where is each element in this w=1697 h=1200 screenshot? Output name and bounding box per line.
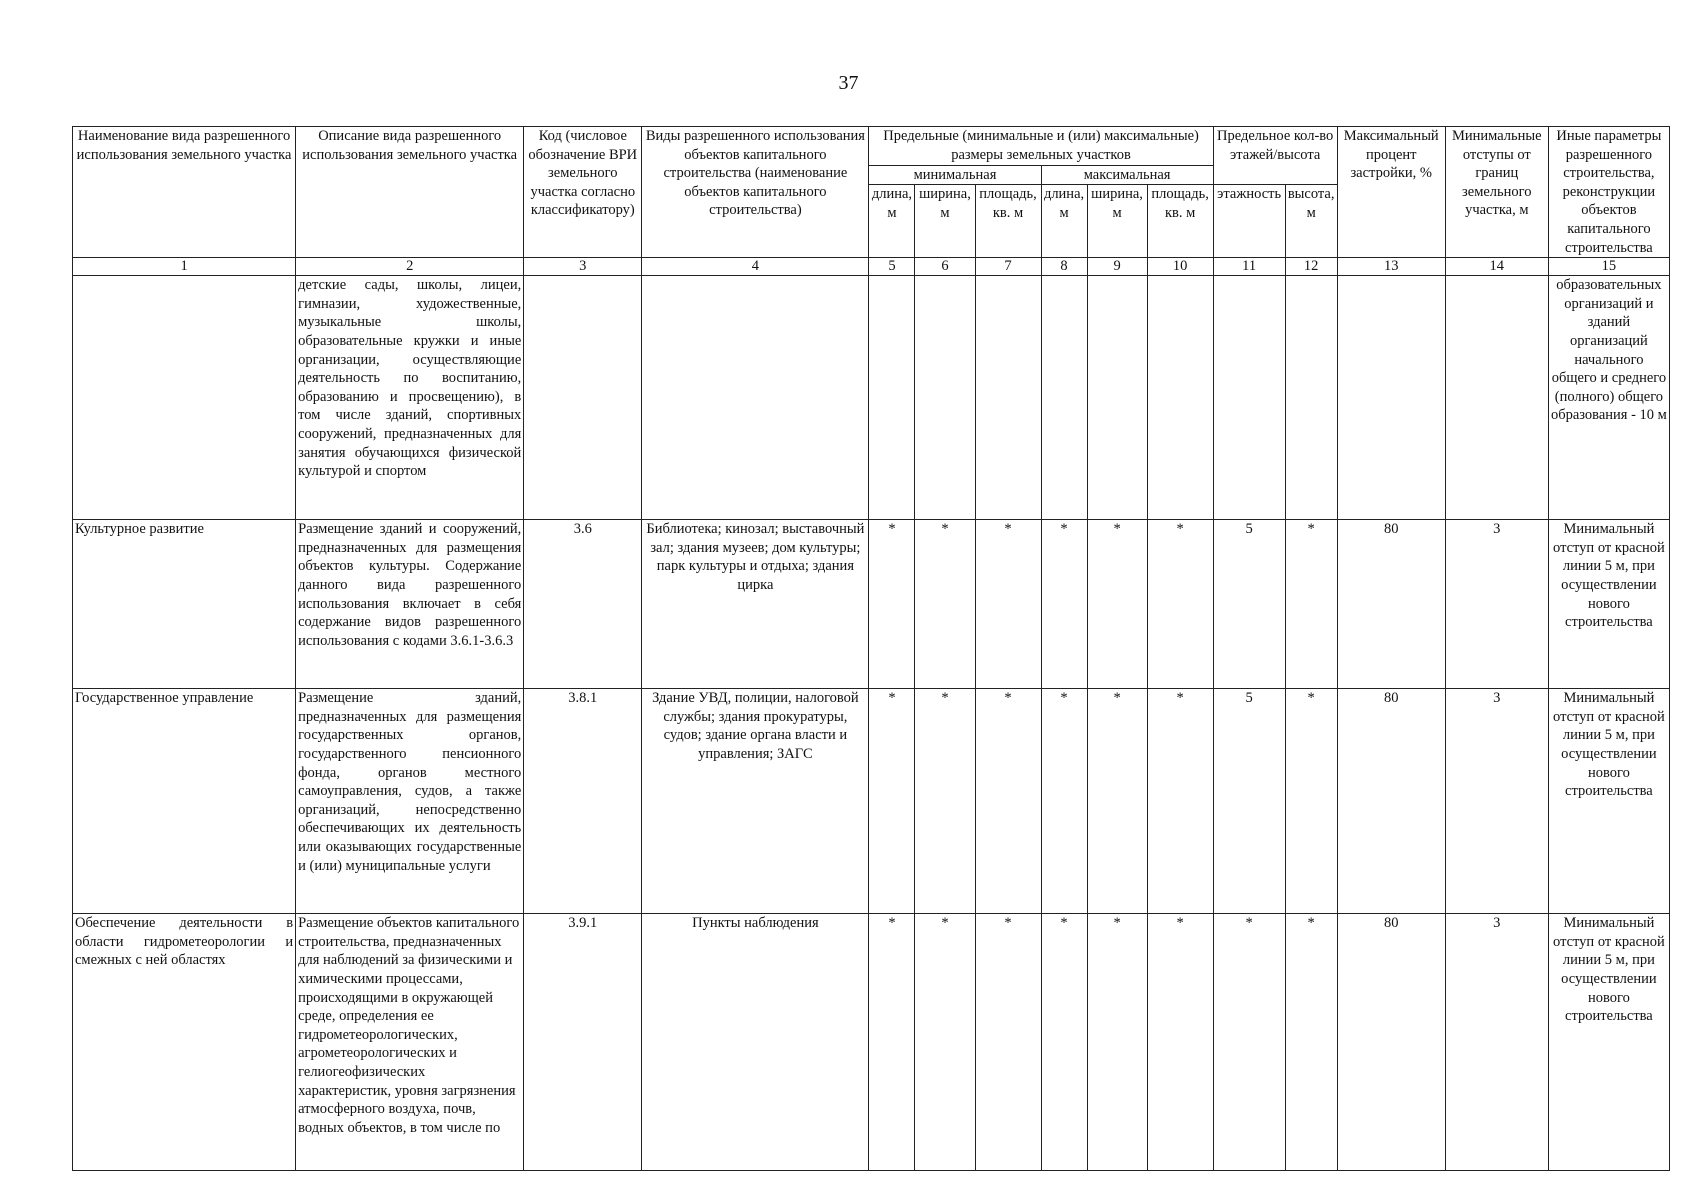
row-max-width xyxy=(1087,276,1147,520)
row-code: 3.9.1 xyxy=(524,914,642,1171)
col-number: 14 xyxy=(1445,258,1548,276)
col-number: 1 xyxy=(73,258,296,276)
row-max-coverage xyxy=(1337,276,1445,520)
row-max-length xyxy=(1041,276,1087,520)
header-max-width: ширина, м xyxy=(1087,185,1147,258)
col-number: 8 xyxy=(1041,258,1087,276)
header-max-length: длина, м xyxy=(1041,185,1087,258)
row-floors: 5 xyxy=(1213,689,1285,914)
land-use-regulations-table xyxy=(72,126,1670,1171)
row-type-name: Обеспечение деятельности в области гидрометеорологии и смежных с ней областях xyxy=(73,914,296,1171)
header-plot-sizes: Предельные (минимальные и (или) максимальные) размеры земельных участков xyxy=(869,127,1213,166)
row-max-length: * xyxy=(1041,689,1087,914)
column-numbers-row xyxy=(73,258,1670,276)
table-row xyxy=(73,276,1670,520)
row-type-name xyxy=(73,276,296,520)
header-type-name: Наименование вида разрешенного использования земельного участка xyxy=(73,127,296,258)
row-other-params: образовательных организаций и зданий организаций начального общего и среднего (полного) общего образования - 10 м xyxy=(1548,276,1669,520)
row-max-width: * xyxy=(1087,689,1147,914)
row-objects xyxy=(642,276,869,520)
row-code: 3.6 xyxy=(524,520,642,689)
row-type-name: Культурное развитие xyxy=(73,520,296,689)
row-code: 3.8.1 xyxy=(524,689,642,914)
row-min-setback: 3 xyxy=(1445,914,1548,1171)
row-min-width: * xyxy=(915,520,975,689)
row-max-length: * xyxy=(1041,520,1087,689)
header-objects: Виды разрешенного использования объектов капитального строительства (наименование объектов капитального строительства) xyxy=(642,127,869,258)
row-other-params: Минимальный отступ от красной линии 5 м, при осуществлении нового строительства xyxy=(1548,914,1669,1171)
row-max-coverage: 80 xyxy=(1337,914,1445,1171)
row-height: * xyxy=(1285,689,1337,914)
row-max-width: * xyxy=(1087,520,1147,689)
row-floors: 5 xyxy=(1213,520,1285,689)
row-max-coverage: 80 xyxy=(1337,689,1445,914)
header-min-area: площадь, кв. м xyxy=(975,185,1041,258)
header-floors-height: Предельное кол-во этажей/высота xyxy=(1213,127,1337,185)
row-min-setback: 3 xyxy=(1445,520,1548,689)
page-number: 37 xyxy=(838,72,859,94)
row-type-name: Государственное управление xyxy=(73,689,296,914)
col-number: 15 xyxy=(1548,258,1669,276)
row-max-coverage: 80 xyxy=(1337,520,1445,689)
header-max-coverage: Максимальный процент застройки, % xyxy=(1337,127,1445,258)
header-code: Код (числовое обозначение ВРИ земельного участка согласно классификатору) xyxy=(524,127,642,258)
row-height xyxy=(1285,276,1337,520)
table-row xyxy=(73,914,1670,1171)
row-max-area: * xyxy=(1147,914,1213,1171)
col-number: 10 xyxy=(1147,258,1213,276)
header-min-length: длина, м xyxy=(869,185,915,258)
row-min-length: * xyxy=(869,520,915,689)
row-min-width: * xyxy=(915,914,975,1171)
row-floors xyxy=(1213,276,1285,520)
row-description: детские сады, школы, лицеи, гимназии, художественные, музыкальные школы, образовательные кружки и иные организации, осуществляющие деятельность по воспитанию, образованию и просвещению), в том числе зданий, спортивных сооружений, предназначенных для занятия обучающихся физической культурой и спортом xyxy=(296,276,524,520)
row-objects: Библиотека; кинозал; выставочный зал; здания музеев; дом культуры; парк культуры и отдыха; здания цирка xyxy=(642,520,869,689)
header-height: высота, м xyxy=(1285,185,1337,258)
col-number: 2 xyxy=(296,258,524,276)
row-min-area: * xyxy=(975,689,1041,914)
row-description: Размещение объектов капитального строительства, предназначенных для наблюдений за физическими и химическими процессами, происходящими в окружающей среде, определения ее гидрометеорологических, агрометеорологических и гелиогеофизических характеристик, уровня загрязнения атмосферного воздуха, почв, водных объектов, в том числе по xyxy=(296,914,524,1171)
row-description: Размещение зданий и сооружений, предназначенных для размещения объектов культуры. Содержание данного вида разрешенного использования включает в себя содержание видов разрешенного использования с кодами 3.6.1-3.6.3 xyxy=(296,520,524,689)
row-min-length xyxy=(869,276,915,520)
row-max-width: * xyxy=(1087,914,1147,1171)
row-objects: Здание УВД, полиции, налоговой службы; здания прокуратуры, судов; здание органа власти и управления; ЗАГС xyxy=(642,689,869,914)
row-height: * xyxy=(1285,520,1337,689)
col-number: 7 xyxy=(975,258,1041,276)
row-max-area: * xyxy=(1147,520,1213,689)
header-other-params: Иные параметры разрешенного строительства, реконструкции объектов капитального строительства xyxy=(1548,127,1669,258)
row-min-setback xyxy=(1445,276,1548,520)
col-number: 13 xyxy=(1337,258,1445,276)
header-max-area: площадь, кв. м xyxy=(1147,185,1213,258)
row-objects: Пункты наблюдения xyxy=(642,914,869,1171)
col-number: 3 xyxy=(524,258,642,276)
header-description: Описание вида разрешенного использования земельного участка xyxy=(296,127,524,258)
row-min-area: * xyxy=(975,914,1041,1171)
header-min: минимальная xyxy=(869,165,1041,185)
row-min-area xyxy=(975,276,1041,520)
row-other-params: Минимальный отступ от красной линии 5 м, при осуществлении нового строительства xyxy=(1548,689,1669,914)
row-code xyxy=(524,276,642,520)
row-min-width xyxy=(915,276,975,520)
row-min-length: * xyxy=(869,914,915,1171)
col-number: 5 xyxy=(869,258,915,276)
row-max-area xyxy=(1147,276,1213,520)
row-min-area: * xyxy=(975,520,1041,689)
table-row xyxy=(73,689,1670,914)
row-height: * xyxy=(1285,914,1337,1171)
row-max-area: * xyxy=(1147,689,1213,914)
header-max: максимальная xyxy=(1041,165,1213,185)
row-max-length: * xyxy=(1041,914,1087,1171)
col-number: 9 xyxy=(1087,258,1147,276)
header-min-setbacks: Минимальные отступы от границ земельного участка, м xyxy=(1445,127,1548,258)
header-floors: этажность xyxy=(1213,185,1285,258)
col-number: 4 xyxy=(642,258,869,276)
row-min-width: * xyxy=(915,689,975,914)
table-row xyxy=(73,520,1670,689)
col-number: 12 xyxy=(1285,258,1337,276)
col-number: 11 xyxy=(1213,258,1285,276)
row-min-length: * xyxy=(869,689,915,914)
row-other-params: Минимальный отступ от красной линии 5 м, при осуществлении нового строительства xyxy=(1548,520,1669,689)
row-description: Размещение зданий, предназначенных для размещения государственных органов, государственного пенсионного фонда, органов местного самоуправления, судов, а также организаций, непосредственно обеспечивающих их деятельность или оказывающих государственные и (или) муниципальные услуги xyxy=(296,689,524,914)
row-min-setback: 3 xyxy=(1445,689,1548,914)
row-floors: * xyxy=(1213,914,1285,1171)
header-min-width: ширина, м xyxy=(915,185,975,258)
col-number: 6 xyxy=(915,258,975,276)
